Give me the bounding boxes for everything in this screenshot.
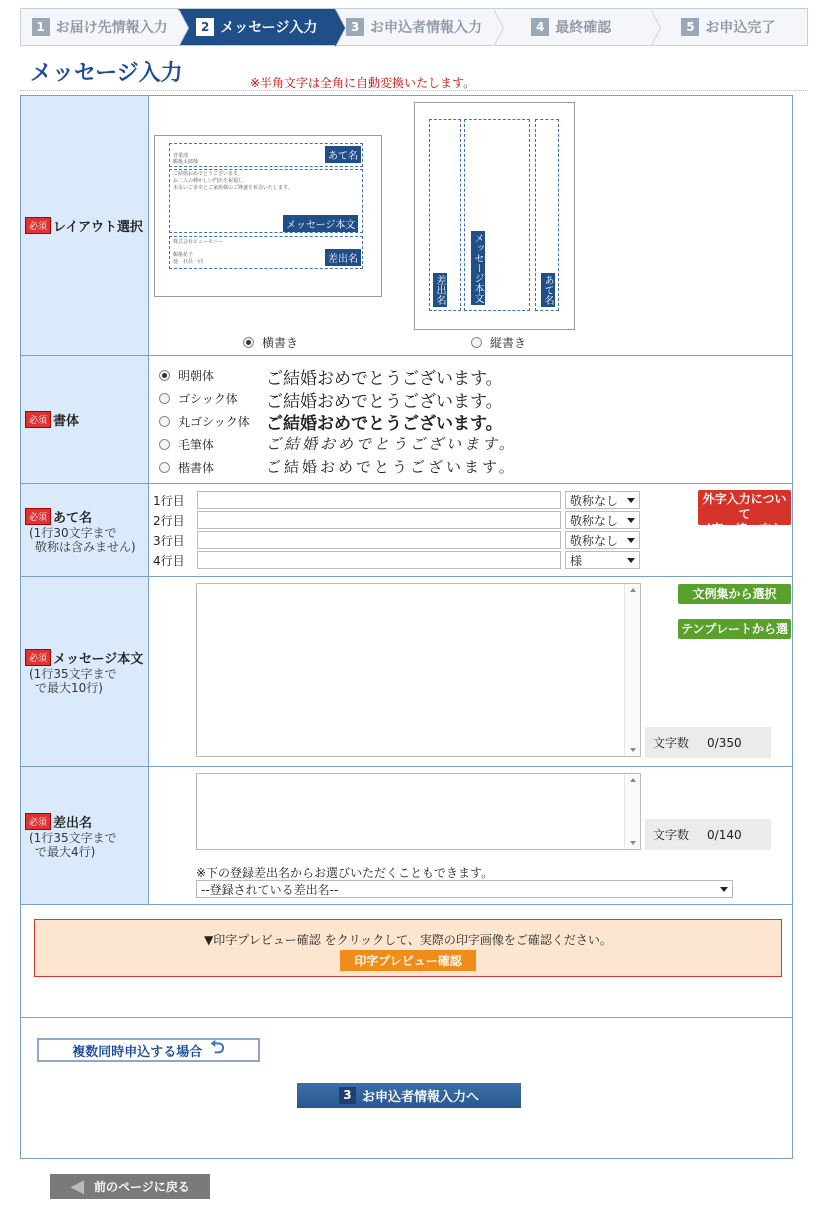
message-textarea[interactable] <box>196 583 641 757</box>
sender-row: 必須 差出名 (1行35文字まで で最大4行) 文字数 0/140 ※下の登録差出名からお選びいただくこともできます。 --登録されている差出名-- <box>21 767 792 905</box>
chevron-down-icon <box>627 498 635 503</box>
font-option-brush[interactable]: 毛筆体 <box>159 436 268 453</box>
step-5 <box>650 9 807 45</box>
step-number: 3 <box>346 18 364 36</box>
step-label: お申込者情報入力 <box>370 20 482 36</box>
template-button[interactable]: テンプレートから選択 <box>678 619 791 639</box>
required-badge: 必須 <box>25 813 51 830</box>
step-4 <box>493 9 650 45</box>
addressee-label: あて名 <box>53 510 93 526</box>
layout-vertical-option[interactable]: 縦書き <box>471 334 526 351</box>
radio-selected-icon[interactable] <box>243 337 254 348</box>
step-label: お申込完了 <box>705 20 776 36</box>
addressee-line2-input[interactable] <box>197 511 561 529</box>
radio-icon[interactable] <box>159 439 170 450</box>
sender-textarea[interactable] <box>196 773 641 850</box>
step-number: 1 <box>32 18 50 36</box>
tag-from: 差出名 <box>325 249 361 266</box>
step-label: お届け先情報入力 <box>55 20 168 36</box>
scrollbar[interactable] <box>624 584 640 756</box>
step-3 <box>335 9 492 45</box>
font-row <box>21 356 792 484</box>
chevron-down-icon <box>627 518 635 523</box>
addressee-line1-input[interactable] <box>197 491 561 509</box>
font-option-maru-gothic[interactable]: 丸ゴシック体 <box>159 413 268 430</box>
page-title: メッセージ入力 <box>30 61 183 86</box>
radio-icon[interactable] <box>159 393 170 404</box>
addressee-row: 必須 あて名 (1行30文字まで 敬称は含みません) 1行目 敬称なし 2行目 敬称なし 3行目 敬称なし 4行目 様 外字入力について (髙・﨑・吉など) <box>21 484 792 577</box>
message-form <box>20 95 793 1159</box>
print-preview-button[interactable]: 印字プレビュー確認 <box>340 950 476 971</box>
addressee-line3-input[interactable] <box>197 531 561 549</box>
honorific-select-2[interactable]: 敬称なし <box>565 511 640 529</box>
tag-message: メッセージ本文 <box>283 215 358 232</box>
back-arrow-icon: ◀ <box>70 1176 85 1197</box>
tag-message: メッセージ本文 <box>472 233 483 303</box>
font-option-gothic[interactable]: ゴシック体 <box>159 390 268 407</box>
radio-selected-icon[interactable] <box>159 370 170 381</box>
chevron-down-icon <box>627 538 635 543</box>
required-badge: 必須 <box>25 508 51 525</box>
preview-box <box>34 919 782 977</box>
font-sample-mincho: ご結婚おめでとうございます。 <box>266 369 503 389</box>
scroll-down-icon <box>630 841 636 845</box>
addressee-line4-input[interactable] <box>197 551 561 569</box>
conversion-note: ※半角文字は全角に自動変換いたします。 <box>250 76 476 90</box>
return-arrow-icon: ⮌ <box>210 1037 225 1058</box>
chevron-down-icon <box>720 887 728 892</box>
font-sample-brush: ご結婚おめでとうございます。 <box>266 435 517 453</box>
layout-label: レイアウト選択 <box>53 220 143 235</box>
required-badge: 必須 <box>25 649 51 666</box>
required-badge: 必須 <box>25 411 51 428</box>
honorific-select-3[interactable]: 敬称なし <box>565 531 640 549</box>
message-label: メッセージ本文 <box>53 652 144 667</box>
step-number: 2 <box>196 18 214 36</box>
font-option-mincho[interactable]: 明朝体 <box>159 367 268 384</box>
next-step-button[interactable]: 3 お申込者情報入力へ <box>297 1083 521 1108</box>
step-number: 5 <box>681 18 699 36</box>
sender-char-count: 文字数 0/140 <box>645 819 771 850</box>
message-char-count: 文字数 0/350 <box>645 727 771 758</box>
vertical-layout-preview[interactable] <box>414 102 575 330</box>
font-sample-kaisho: ご結婚おめでとうございます。 <box>266 458 517 476</box>
honorific-select-1[interactable]: 敬称なし <box>565 491 640 509</box>
registered-sender-select[interactable]: --登録されている差出名-- <box>196 880 733 898</box>
honorific-select-4[interactable]: 様 <box>565 551 640 569</box>
layout-row <box>21 96 792 356</box>
horizontal-layout-preview[interactable]: 営業部 鶴亀太郎様 あて名 ご結婚おめでとうございます。 お二人の輝かしい門出を祝福し、 末永いご多幸とご家族様のご隆盛を祈念いたします。 メッセージ本文 株式会社ビューモニー 鶴亀花子 他 社員一同 差出名 <box>154 135 382 297</box>
radio-icon[interactable] <box>471 337 482 348</box>
progress-steps <box>20 8 808 46</box>
sender-note: ※下の登録差出名からお選びいただくこともできます。 <box>196 866 494 880</box>
scroll-down-icon <box>630 748 636 752</box>
font-sample-gothic: ご結婚おめでとうございます。 <box>266 392 503 412</box>
radio-icon[interactable] <box>159 416 170 427</box>
back-button[interactable]: ◀ 前のページに戻る <box>50 1174 210 1199</box>
chevron-down-icon <box>627 558 635 563</box>
preview-row <box>21 905 792 1018</box>
scroll-up-icon <box>630 588 636 592</box>
step-number: 4 <box>531 18 549 36</box>
tag-to: あて名 <box>542 275 553 305</box>
font-sample-maru-gothic: ご結婚おめでとうございます。 <box>266 414 503 434</box>
preview-instruction: ▼印字プレビュー確認 をクリックして、実際の印字画像をご確認ください。 <box>204 933 612 947</box>
scroll-up-icon <box>630 778 636 782</box>
step-label: 最終確認 <box>555 20 612 36</box>
step-label: メッセージ入力 <box>220 20 318 36</box>
tag-to: あて名 <box>325 146 361 163</box>
gaiji-info-button[interactable]: 外字入力について (髙・﨑・吉など) <box>698 490 791 525</box>
actions-row <box>21 1018 792 1158</box>
scrollbar[interactable] <box>624 774 640 849</box>
example-phrases-button[interactable]: 文例集から選択 <box>678 584 791 604</box>
radio-icon[interactable] <box>159 462 170 473</box>
font-option-kaisho[interactable]: 楷書体 <box>159 459 268 476</box>
message-row: 必須 メッセージ本文 (1行35文字まで で最大10行) 文例集から選択 テンプレートから選択 文字数 0/350 <box>21 577 792 767</box>
layout-horizontal-option[interactable]: 横書き <box>243 334 298 351</box>
sender-label: 差出名 <box>53 816 93 831</box>
tag-from: 差出名 <box>434 275 445 305</box>
step-2-current <box>178 9 335 45</box>
font-label: 書体 <box>53 414 80 429</box>
step-number: 3 <box>339 1087 356 1104</box>
required-badge: 必須 <box>25 217 51 234</box>
multiple-order-button[interactable]: 複数同時申込する場合 ⮌ <box>37 1038 260 1062</box>
step-1 <box>21 9 178 45</box>
